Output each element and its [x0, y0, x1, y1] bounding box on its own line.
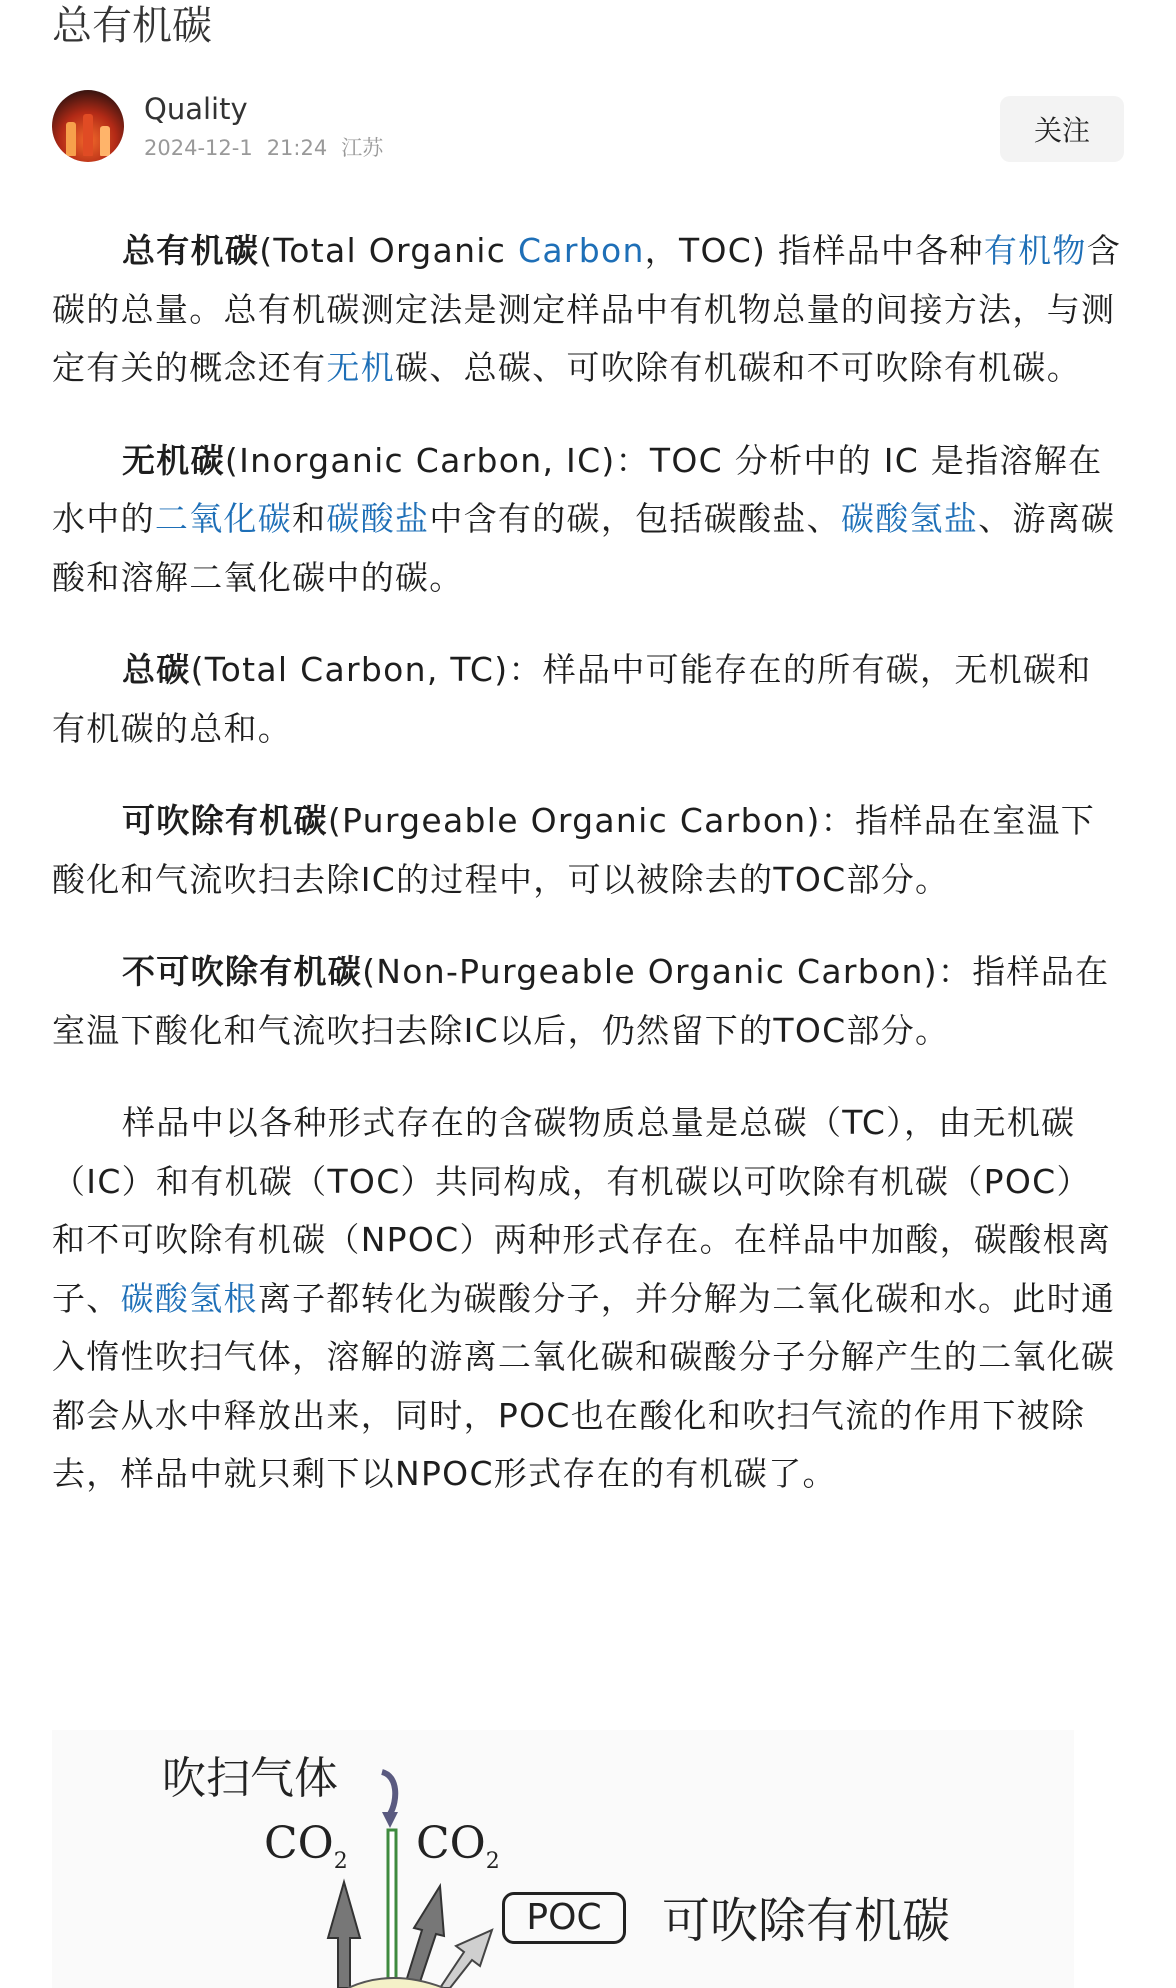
link-carbon-dioxide[interactable]: 二氧化碳	[154, 499, 293, 538]
paragraph-tc	[52, 641, 1124, 758]
link-bicarbonate[interactable]: 碳酸氢盐	[840, 499, 979, 538]
term-poc: 可吹除有机碳	[122, 801, 328, 840]
co2-up-arrow-icon	[328, 1882, 360, 1988]
link-bicarbonate-ion[interactable]: 碳酸氢根	[120, 1278, 258, 1318]
text: 样品中以各种形式存在的含碳物质总量是总碳（TC），由无机碳（IC）和有机碳（TOC）共同构成，有机碳以可吹除有机碳（POC）和不可吹除有机碳（NPOC）两种形式存在。在样品中加酸，碳酸根离子、	[52, 1103, 1112, 1318]
co2-diagonal-arrow-icon	[404, 1886, 444, 1988]
poc-box: POC	[502, 1892, 626, 1944]
paragraph-toc	[52, 222, 1124, 398]
link-carbon[interactable]: Carbon	[518, 231, 645, 270]
author-name[interactable]: Quality	[144, 92, 248, 126]
gas-tube-icon	[388, 1830, 396, 1988]
text: (Non-Purgeable Organic Carbon)：指样品在室温下酸化和气流吹扫去除IC以后，仍然留下的TOC部分。	[52, 952, 1110, 1050]
post-time: 21:24	[266, 136, 328, 160]
paragraph-summary	[52, 1094, 1124, 1504]
avatar-bottle-icon	[100, 126, 110, 156]
text: (Total Organic	[259, 231, 518, 270]
paragraph-npoc	[52, 943, 1124, 1060]
avatar-bottle-icon	[66, 122, 76, 156]
poc-label: 可吹除有机碳	[662, 1893, 951, 1949]
paragraph-ic	[52, 432, 1124, 608]
co2-text: CO	[416, 1818, 486, 1869]
purge-gas-arrowhead-icon	[382, 1812, 398, 1828]
term-toc: 总有机碳	[122, 231, 260, 270]
author-row	[52, 90, 1124, 166]
co2-label-left	[264, 1818, 348, 1874]
link-carbonate[interactable]: 碳酸盐	[326, 499, 430, 538]
poc-arrow-icon	[440, 1930, 492, 1988]
sample-vessel-icon	[348, 1978, 444, 1988]
text: (Inorganic Carbon, IC)：TOC 分析中的 IC 是指溶解在水中的	[52, 440, 1103, 538]
term-tc: 总碳	[122, 650, 191, 689]
co2-label-right	[416, 1818, 500, 1874]
article-body	[52, 222, 1124, 1538]
co2-text: CO	[264, 1818, 334, 1869]
post-location: 江苏	[341, 136, 384, 160]
purge-gas-label: 吹扫气体	[162, 1753, 338, 1804]
post-meta	[144, 134, 397, 162]
term-ic: 无机碳	[122, 440, 225, 480]
text: (Total Carbon, TC)：样品中可能存在的所有碳，无机碳和有机碳的总和。	[52, 650, 1092, 748]
co2-subscript: 2	[333, 1848, 348, 1874]
follow-button[interactable]: 关注	[1000, 96, 1124, 162]
text: 含碳的总量。总有机碳测定法是测定样品中有机物总量的间接方法，与测定有关的概念还有	[52, 231, 1122, 387]
text: (Purgeable Organic Carbon)：指样品在室温下酸化和气流吹扫去除IC的过程中，可以被除去的TOC部分。	[52, 801, 1096, 899]
text: 、游离碳酸和溶解二氧化碳中的碳。	[52, 499, 1116, 597]
purge-gas-arrow-icon	[382, 1772, 395, 1814]
article-title: 总有机碳	[52, 3, 212, 49]
toc-diagram[interactable]	[52, 1730, 1074, 1988]
link-organic-matter[interactable]: 有机物	[983, 231, 1087, 270]
term-npoc: 不可吹除有机碳	[122, 952, 363, 991]
text: ，TOC) 指样品中各种	[644, 231, 984, 270]
text: 和	[292, 499, 327, 538]
avatar[interactable]	[52, 90, 124, 162]
paragraph-poc	[52, 792, 1124, 909]
text: 中含有的碳，包括碳酸盐、	[429, 499, 841, 538]
post-date: 2024-12-1	[144, 136, 253, 160]
avatar-bottle-icon	[83, 114, 93, 156]
text: 离子都转化为碳酸分子，并分解为二氧化碳和水。此时通入惰性吹扫气体，溶解的游离二氧化碳和碳酸分子分解产生的二氧化碳都会从水中释放出来，同时，POC也在酸化和吹扫气流的作用下被除去，样品中就只剩下以NPOC形式存在的有机碳了。	[52, 1278, 1116, 1493]
link-inorganic[interactable]: 无机	[326, 348, 396, 387]
co2-subscript: 2	[485, 1848, 500, 1874]
text: 碳、总碳、可吹除有机碳和不可吹除有机碳。	[395, 348, 1082, 387]
